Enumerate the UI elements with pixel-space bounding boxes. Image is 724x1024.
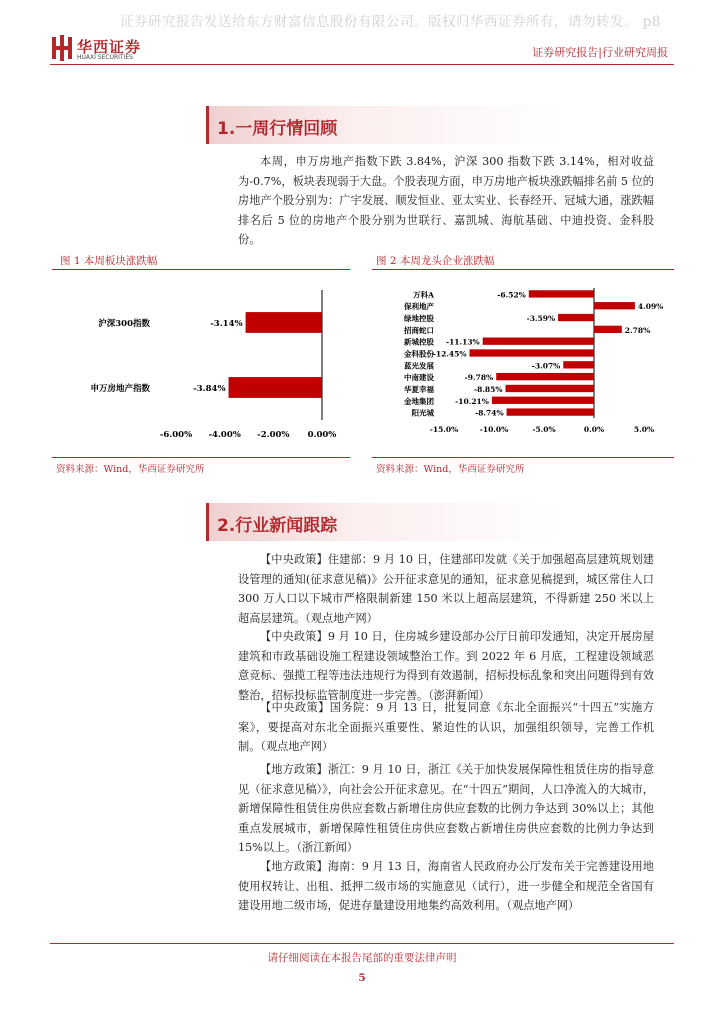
x-tick-label: -6.00% [159,430,193,440]
bar [558,314,594,321]
legal-notice: 请仔细阅读在本报告尾部的重要法律声明 [267,952,457,964]
category-label: 金地集团 [404,396,434,406]
figure-2-title: 图 2 本周龙头企业涨跌幅 [376,255,495,267]
bar [470,349,595,356]
x-tick-label: 0.0% [583,425,605,434]
bar [506,385,595,392]
news-item: 【地方政策】海南：9 月 13 日，海南省人民政府办公厅发布关于完善建设用地使用权转让、出租、抵押二级市场的实施意见（试行），进一步健全和规范全省国有建设用地二级市场，促进存量建设用地集约高效利用。（观点地产网） [238,860,654,912]
news-item: 【中央政策】国务院：9 月 13 日，批复同意《东北全面振兴“十四五”实施方案》，要提高对东北全面振兴重要性、紧迫性的认识，加强组织领导，完善工作机制。（观点地产网） [238,701,654,753]
value-label: -10.21% [455,396,489,406]
bar [594,326,622,333]
bar [529,290,594,297]
company-logo [50,34,160,66]
category-label: 蓝光发展 [404,361,434,371]
logo-chinese-name: 华西证券 [77,38,142,56]
value-label: -9.78% [464,373,494,383]
footer-divider [50,943,674,944]
header-divider [50,64,674,65]
news-item: 【地方政策】浙江：9 月 10 日，浙江《关于加快发展保障性租赁住房的指导意见（征求意见稿）》，向社会公开征求意见。在“十四五”期间，人口净流入的大城市，新增保障性租赁住房供应套数占新增住房供应套数的比例力争达到 30%以上；其他重点发展城市，新增保障性租赁住房供应套数占新增住房供应套数的比例力争达到 15%以上。（浙江新闻） [238,763,654,854]
category-label: 招商蛇口 [404,325,434,335]
bar [507,408,594,415]
chart-1 [52,272,350,452]
value-label: -8.85% [473,384,503,394]
figure-2-title-rule [372,269,674,270]
report-type-label: 证券研究报告|行业研究周报 [532,46,668,59]
category-label: 沪深300指数 [98,319,150,329]
logo-english-name: HUAXI SECURITIES [77,54,133,61]
value-label: 4.09% [637,302,664,312]
chart-2 [372,272,674,452]
figure-1-title-rule [52,269,350,270]
category-label: 金科股份 [404,349,434,359]
weekly-review-paragraph: 本周，申万房地产指数下跌 3.84%，沪深 300 指数下跌 3.14%，相对收益为-0.7%，板块表现弱于大盘。个股表现方面，申万房地产板块涨跌幅排名前 5 位的房地产个股分别为：广宇发展、顺发恒业、亚太实业、长春经开、冠城大通，涨跌幅排名后 5 位的房地产个股分别为世联行、嘉凯城、海航基础、中迪投资、金科股份。 [238,155,654,246]
value-label: -3.14% [210,319,243,329]
page-number: 5 [358,972,366,984]
watermark-text: 证券研究报告发送给东方财富信息股份有限公司。版权归华西证券所有，请勿转发。 p8 [120,14,662,30]
news-item: 【中央政策】住建部：9 月 10 日，住建部印发就《关于加强超高层建筑规划建设管理的通知(征求意见稿)》公开征求意见的通知，征求意见稿提到，城区常住人口 300 万人口以下城市严格限制新建 150 米以上超高层建筑，不得新建 250 米以上超高层建筑。（观点地产网） [238,553,654,625]
category-label: 中南建设 [404,373,434,383]
figure-1-title: 图 1 本周板块涨跌幅 [60,255,158,267]
category-label: 绿地控股 [404,314,434,324]
figure-1-source-rule [52,457,350,458]
section-title-2-text: 2.行业新闻跟踪 [217,516,338,536]
x-tick-label: 5.0% [633,425,655,434]
section-title-2 [206,503,679,541]
huaxi-logo-icon [50,34,74,62]
bar [563,361,594,368]
figure-2-source-rule [372,457,674,458]
figure-1-source: 资料来源：Wind，华西证券研究所 [56,464,205,475]
section-title-1 [206,106,679,144]
category-label: 万科A [413,290,434,300]
bar [246,312,322,333]
category-label: 新城控股 [404,337,434,347]
value-label: -11.13% [445,337,480,347]
bar [594,302,635,309]
value-label: 2.78% [624,325,651,335]
bar [229,377,322,398]
bar [483,338,594,345]
x-tick-label: -15.0% [429,425,459,434]
category-label: 保利地产 [404,302,434,312]
value-label: -3.84% [193,384,226,394]
category-label: 华夏幸福 [404,384,434,394]
x-tick-label: -4.00% [208,430,241,440]
x-tick-label: -5.0% [532,425,556,434]
category-label: 阳光城 [411,408,434,418]
x-tick-label: -2.00% [257,430,290,440]
news-item: 【中央政策】9 月 10 日，住房城乡建设部办公厅日前印发通知，决定开展房屋建筑和市政基础设施工程建设领域整治工作。到 2022 年 6 月底，工程建设领域恶意竞标、强揽工程等违法违规行为得到有效遏制，招标投标乱象和突出问题得到有效整治，招标投标监管制度进一步完善。（澎湃新闻） [238,630,654,702]
value-label: -3.59% [526,314,556,324]
value-label: -6.52% [497,290,526,300]
figure-2-source: 资料来源：Wind，华西证券研究所 [376,464,525,475]
x-tick-label: -10.0% [479,425,509,434]
bar [492,397,594,404]
x-tick-label: 0.00% [307,430,337,440]
value-label: -12.45% [432,349,467,359]
value-label: -8.74% [475,408,504,418]
section-title-1-text: 1.一周行情回顾 [217,119,338,139]
bar [496,373,594,380]
category-label: 申万房地产指数 [90,384,150,394]
value-label: -3.07% [531,361,561,371]
